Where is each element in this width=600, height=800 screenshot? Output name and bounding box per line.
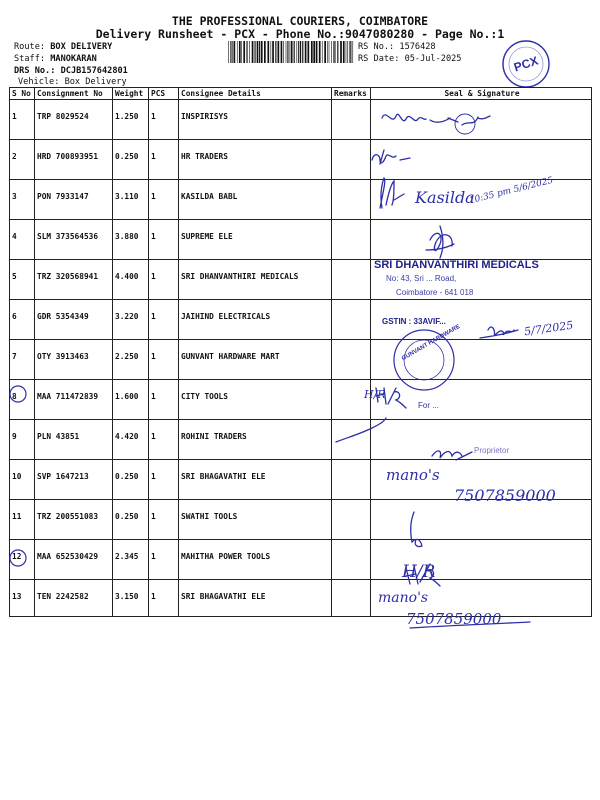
cell-consignee: GUNVANT HARDWARE MART (179, 340, 332, 380)
mano-row-10: mano's (386, 466, 440, 484)
signature-row-6 (480, 327, 518, 338)
medicals-stamp: SRI DHANVANTHIRI MEDICALS (374, 259, 539, 271)
signature-row-4 (426, 226, 454, 258)
vehicle-line: Vehicle: Box Delivery (18, 77, 127, 87)
cell-weight: 0.250 (113, 460, 149, 500)
cell-weight: 1.600 (113, 380, 149, 420)
cell-sno: 11 (10, 500, 35, 540)
cell-consignment: TRZ 200551083 (35, 500, 113, 540)
city-tools-for: For ... (418, 401, 439, 410)
signature-row-2 (372, 150, 410, 164)
cell-pcs: 1 (149, 380, 179, 420)
col-remarks: Remarks (332, 88, 371, 100)
cell-weight: 0.250 (113, 140, 149, 180)
cell-pcs: 1 (149, 460, 179, 500)
cell-consignment: HRD 700893951 (35, 140, 113, 180)
cell-sno: 5 (10, 260, 35, 300)
phone-row-10: 7507859000 (454, 486, 556, 505)
drs-label: DRS No.: (14, 66, 56, 76)
col-weight: Weight (113, 88, 149, 100)
cell-weight: 0.250 (113, 500, 149, 540)
cell-consignment: OTY 3913463 (35, 340, 113, 380)
signature-row-3 (380, 178, 404, 208)
col-seal-signature: Seal & Signature (371, 88, 592, 100)
cell-sno: 3 (10, 180, 35, 220)
cell-weight: 2.345 (113, 540, 149, 580)
cell-pcs: 1 (149, 340, 179, 380)
cell-weight: 3.220 (113, 300, 149, 340)
cell-consignment: SLM 373564536 (35, 220, 113, 260)
cell-sno: 4 (10, 220, 35, 260)
route-label: Route: (14, 42, 46, 52)
mano-row-13: mano's (378, 590, 429, 606)
cell-weight: 3.110 (113, 180, 149, 220)
col-sno: S No (10, 88, 35, 100)
medicals-address: No: 43, Sri ... Road, (386, 274, 457, 283)
cell-consignee: KASILDA BABL (179, 180, 332, 220)
phone-row-13: 7507859000 (406, 610, 502, 628)
cell-pcs: 1 (149, 420, 179, 460)
cell-sno: 7 (10, 340, 35, 380)
date-row-6: 5/7/2025 (523, 318, 575, 339)
staff-value: MANOKARAN (50, 54, 97, 64)
circle-mark-12 (10, 550, 26, 566)
cell-consignment: TEN 2242582 (35, 580, 113, 617)
cell-weight: 4.400 (113, 260, 149, 300)
cell-sno: 9 (10, 420, 35, 460)
cell-consignee: SRI DHANVANTHIRI MEDICALS (179, 260, 332, 300)
cell-pcs: 1 (149, 500, 179, 540)
col-consignment: Consignment No (35, 88, 113, 100)
route-value: BOX DELIVERY (50, 42, 113, 52)
cell-pcs: 1 (149, 140, 179, 180)
cell-pcs: 1 (149, 220, 179, 260)
medicals-gstin: GSTIN : 33AVIF... (382, 317, 446, 326)
cell-pcs: 1 (149, 540, 179, 580)
staff-label: Staff: (14, 54, 46, 64)
circle-mark-8 (10, 386, 26, 402)
gunvant-stamp-text: GUNVANT HARDWARE (400, 323, 462, 363)
cell-consignee: JAIHIND ELECTRICALS (179, 300, 332, 340)
signature-row-9 (336, 418, 472, 460)
cell-pcs: 1 (149, 260, 179, 300)
cell-consignee: SRI BHAGAVATHI ELE (179, 460, 332, 500)
hr-row-8: H/R (364, 388, 386, 401)
drs-value: DCJB157642801 (60, 66, 128, 76)
cell-consignee: HR TRADERS (179, 140, 332, 180)
company-title: THE PROFESSIONAL COURIERS, COIMBATORE (171, 14, 429, 28)
signature-row-11 (411, 512, 422, 547)
city-tools-proprietor: Proprietor (474, 446, 510, 455)
cell-weight: 2.250 (113, 340, 149, 380)
rs-number: RS No.: 1576428 (358, 42, 436, 52)
cell-consignee: ROHINI TRADERS (179, 420, 332, 460)
cell-sno: 10 (10, 460, 35, 500)
cell-consignee: CITY TOOLS (179, 380, 332, 420)
cell-consignment: MAA 652530429 (35, 540, 113, 580)
cell-sno: 2 (10, 140, 35, 180)
cell-pcs: 1 (149, 300, 179, 340)
cell-weight: 1.250 (113, 100, 149, 140)
rs-date: RS Date: 05-Jul-2025 (358, 54, 462, 64)
cell-consignee: SUPREME ELE (179, 220, 332, 260)
cell-consignment: GDR 5354349 (35, 300, 113, 340)
cell-weight: 3.150 (113, 580, 149, 617)
cell-consignment: PON 7933147 (35, 180, 113, 220)
runsheet-subtitle: Delivery Runsheet - PCX - Phone No.:9047080280 - Page No.:1 (95, 27, 505, 41)
kasilda-signature: Kasilda (415, 188, 475, 207)
cell-sno: 12 (10, 540, 35, 580)
cell-pcs: 1 (149, 180, 179, 220)
cell-sno: 8 (10, 380, 35, 420)
cell-consignment: TRZ 320568941 (35, 260, 113, 300)
cell-consignment: TRP 8029524 (35, 100, 113, 140)
cell-consignee: SRI BHAGAVATHI ELE (179, 580, 332, 617)
cell-weight: 3.880 (113, 220, 149, 260)
hr-row-12: H/R (402, 562, 436, 582)
cell-pcs: 1 (149, 580, 179, 617)
cell-consignment: MAA 711472839 (35, 380, 113, 420)
cell-consignment: PLN 43851 (35, 420, 113, 460)
col-pcs: PCS (149, 88, 179, 100)
cell-consignment: SVP 1647213 (35, 460, 113, 500)
pcx-stamp-text: PCX (512, 53, 540, 75)
cell-sno: 13 (10, 580, 35, 617)
cell-sno: 6 (10, 300, 35, 340)
cell-consignee: MAHITHA POWER TOOLS (179, 540, 332, 580)
cell-consignee: INSPIRISYS (179, 100, 332, 140)
cell-consignee: SWATHI TOOLS (179, 500, 332, 540)
cell-pcs: 1 (149, 100, 179, 140)
cell-sno: 1 (10, 100, 35, 140)
col-consignee: Consignee Details (179, 88, 332, 100)
cell-weight: 4.420 (113, 420, 149, 460)
medicals-city: Coimbatore - 641 018 (396, 288, 474, 297)
kasilda-time: 10:35 pm 5/6/2025 (468, 175, 555, 207)
